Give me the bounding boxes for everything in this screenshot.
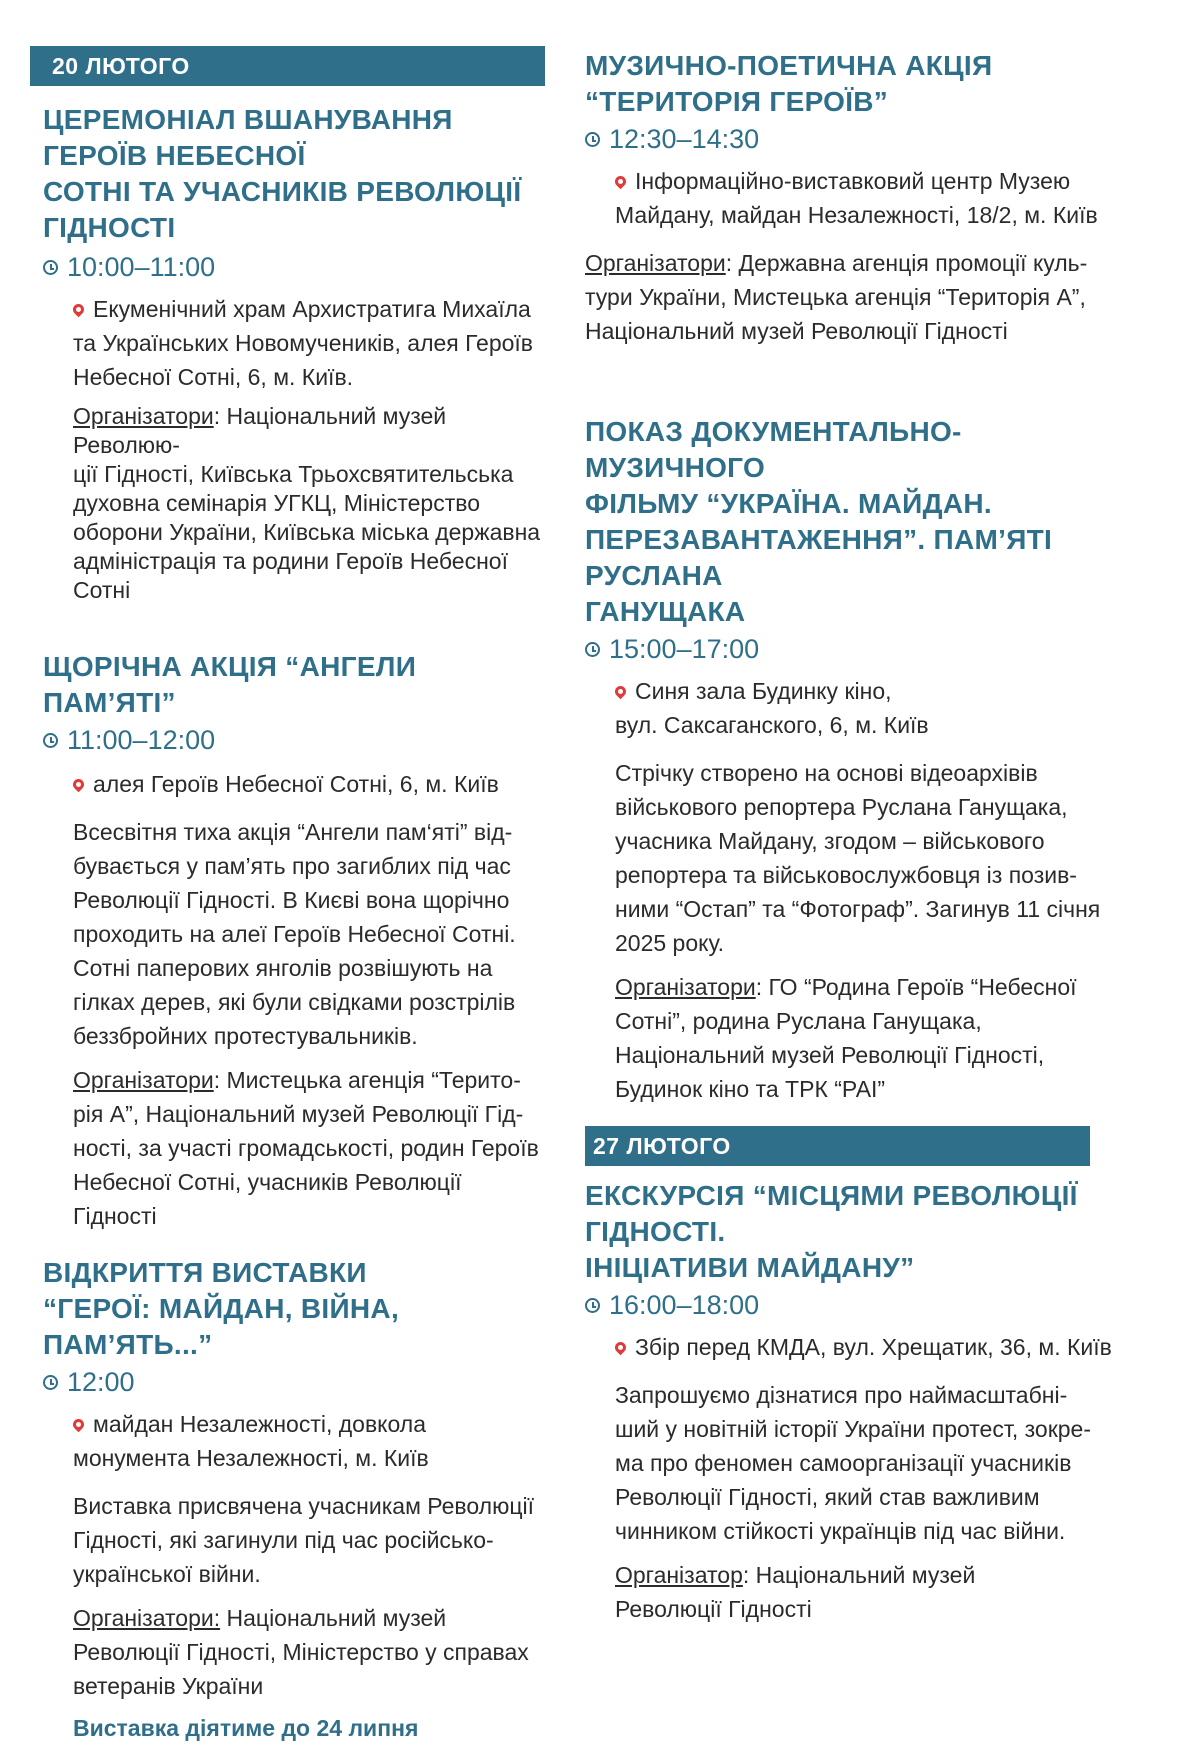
event-organizers: Організатор: Національний музей Революції Гідності bbox=[615, 1562, 976, 1622]
organizers-label: Організатори bbox=[585, 250, 726, 276]
event-description: Всесвітня тиха акція “Ангели пам‘яті” від- бувається у пам’ять про загиблих під час Революції Гідності. В Києві вона щорічно проходить на алеї Героїв Небесної Сотні. Сотні паперових янголів розвішують на гілках дерев, які були свідками розстрілів беззбройних протестувальників. bbox=[73, 819, 516, 1049]
event-title-line: ЕКСКУРСІЯ “МІСЦЯМИ РЕВОЛЮЦІЇ ГІДНОСТІ. bbox=[585, 1180, 1078, 1247]
event-place: Синя зала Будинку кіно, вул. Саксаганского, 6, м. Київ bbox=[615, 674, 1130, 742]
event-description: Виставка присвячена учасникам Революції Гідності, які загинули під час російсько- української війни. bbox=[73, 1493, 534, 1587]
event-place: Збір перед КМДА, вул. Хрещатик, 36, м. Київ bbox=[615, 1330, 1130, 1364]
event-description: Стрічку створено на основі відеоархівів військового репортера Руслана Ганущака, учасника Майдану, згодом – військового репортера та військовослужбовця із позив- ними “Остап” та “Фотограф”. Загинув 11 січня 2025 року. bbox=[615, 760, 1101, 956]
event-time bbox=[585, 122, 1130, 156]
event-title bbox=[585, 48, 1130, 120]
event-place: алея Героїв Небесної Сотні, 6, м. Київ bbox=[73, 767, 545, 801]
clock-icon bbox=[585, 132, 600, 147]
clock-icon bbox=[43, 260, 58, 275]
event-description: Запрошуємо дізнатися про наймасштабні- ший у новітній історії України протест, зокре- ма про феномен самоорганізації учасників Революції Гідності, який став важливим чинником стійкості українців під час війни. bbox=[615, 1382, 1091, 1544]
event-film-screening bbox=[585, 414, 1130, 1106]
event-place: Екуменічний храм Архистратига Михаїла та Українських Новомучеників, алея Героїв Небесної Сотні, 6, м. Київ. bbox=[73, 292, 545, 394]
date-bar-27-feb: 27 ЛЮТОГО bbox=[585, 1126, 1090, 1166]
event-title-line: ІНІЦІАТИВИ МАЙДАНУ” bbox=[585, 1252, 915, 1283]
event-title-line: “ТЕРИТОРІЯ ГЕРОЇВ” bbox=[585, 86, 889, 117]
event-time bbox=[585, 632, 1130, 666]
event-angels-of-memory bbox=[30, 649, 545, 1233]
event-organizers: Організатори: Державна агенція промоції куль- тури України, Мистецька агенція “Територія А”, Національний музей Революції Гідності bbox=[585, 250, 1088, 344]
event-title-line: ГАНУЩАКА bbox=[585, 596, 746, 627]
event-time bbox=[43, 250, 545, 284]
event-title-line: ПОКАЗ ДОКУМЕНТАЛЬНО-МУЗИЧНОГО bbox=[585, 416, 962, 483]
event-body bbox=[585, 1330, 1130, 1626]
event-time bbox=[585, 1288, 1130, 1322]
event-title-line: ВІДКРИТТЯ ВИСТАВКИ bbox=[43, 1257, 367, 1288]
time-text: 11:00–12:00 bbox=[67, 725, 216, 755]
event-body bbox=[43, 292, 545, 605]
organizers-label: Організатор bbox=[615, 1562, 743, 1588]
event-title bbox=[43, 102, 545, 246]
event-title-line: МУЗИЧНО-ПОЕТИЧНА АКЦІЯ bbox=[585, 50, 993, 81]
location-pin-icon bbox=[613, 174, 629, 190]
date-bar-20-feb: 20 ЛЮТОГО bbox=[30, 46, 545, 86]
location-pin-icon bbox=[71, 302, 87, 318]
event-title-line: СОТНІ ТА УЧАСНИКІВ РЕВОЛЮЦІЇ ГІДНОСТІ bbox=[43, 176, 522, 243]
event-exhibition-opening bbox=[30, 1255, 545, 1745]
event-title bbox=[43, 649, 545, 721]
clock-icon bbox=[43, 1375, 58, 1390]
event-title-line: ЩОРІЧНА АКЦІЯ “АНГЕЛИ ПАМ’ЯТІ” bbox=[43, 651, 417, 718]
event-place: майдан Незалежності, довкола монумента Незалежності, м. Київ bbox=[73, 1407, 545, 1475]
event-place: Інформаційно-виставковий центр Музею Майдану, майдан Незалежності, 18/2, м. Київ bbox=[615, 164, 1130, 232]
organizers-label: Організатори bbox=[73, 403, 214, 429]
event-title bbox=[585, 414, 1130, 630]
time-text: 10:00–11:00 bbox=[67, 252, 216, 282]
right-column bbox=[585, 0, 1130, 1626]
location-pin-icon bbox=[613, 684, 629, 700]
event-body bbox=[585, 164, 1130, 232]
event-organizers: Організатори: Національний музей Революції Гідності, Міністерство у справах ветеранів України bbox=[73, 1605, 529, 1699]
organizers-label: Організатори bbox=[615, 974, 756, 1000]
event-title bbox=[43, 1255, 545, 1363]
organizers-label: Організатори: bbox=[73, 1605, 221, 1631]
clock-icon bbox=[43, 733, 58, 748]
location-pin-icon bbox=[613, 1340, 629, 1356]
event-title-line: ФІЛЬМУ “УКРАЇНА. МАЙДАН. bbox=[585, 488, 992, 519]
event-organizers: Організатори: Національний музей Революю- ції Гідності, Київська Трьохсвятительська духовна семінарія УГКЦ, Міністерство оборони України, Київська міська державна адміністрація та родини Героїв Небесної Сотні bbox=[73, 403, 541, 603]
event-time bbox=[43, 1365, 545, 1399]
exhibition-note: Виставка діятиме до 24 липня bbox=[73, 1715, 419, 1741]
event-title-line: ЦЕРЕМОНІАЛ ВШАНУВАННЯ ГЕРОЇВ НЕБЕСНОЇ bbox=[43, 104, 453, 171]
time-text: 16:00–18:00 bbox=[609, 1290, 760, 1320]
location-pin-icon bbox=[71, 777, 87, 793]
event-title-line: ПЕРЕЗАВАНТАЖЕННЯ”. ПАМ’ЯТІ РУСЛАНА bbox=[585, 524, 1053, 591]
event-title-line: “ГЕРОЇ: МАЙДАН, ВІЙНА, ПАМ’ЯТЬ...” bbox=[43, 1293, 400, 1360]
event-title bbox=[585, 1178, 1130, 1286]
event-music-poetry bbox=[585, 48, 1130, 348]
event-body bbox=[43, 1407, 545, 1745]
time-text: 12:30–14:30 bbox=[609, 124, 760, 154]
organizers-label: Організатори bbox=[73, 1067, 214, 1093]
clock-icon bbox=[585, 1298, 600, 1313]
event-excursion bbox=[585, 1178, 1130, 1626]
clock-icon bbox=[585, 642, 600, 657]
event-ceremony bbox=[30, 102, 545, 605]
event-organizers: Організатори: ГО “Родина Героїв “Небесної Сотні”, родина Руслана Ганущака, Національний музей Революції Гідності, Будинок кіно та ТРК “РАІ” bbox=[615, 974, 1077, 1102]
event-body bbox=[585, 674, 1130, 1106]
left-column bbox=[30, 0, 545, 1745]
event-body bbox=[43, 767, 545, 1233]
time-text: 15:00–17:00 bbox=[609, 634, 760, 664]
event-organizers: Організатори: Мистецька агенція “Терито- рія А”, Національний музей Революції Гід- ності, за участі громадськості, родин Героїв Небесної Сотні, учасників Революції Гідності bbox=[73, 1067, 539, 1229]
time-text: 12:00 bbox=[67, 1367, 135, 1397]
location-pin-icon bbox=[71, 1417, 87, 1433]
event-time bbox=[43, 723, 545, 757]
